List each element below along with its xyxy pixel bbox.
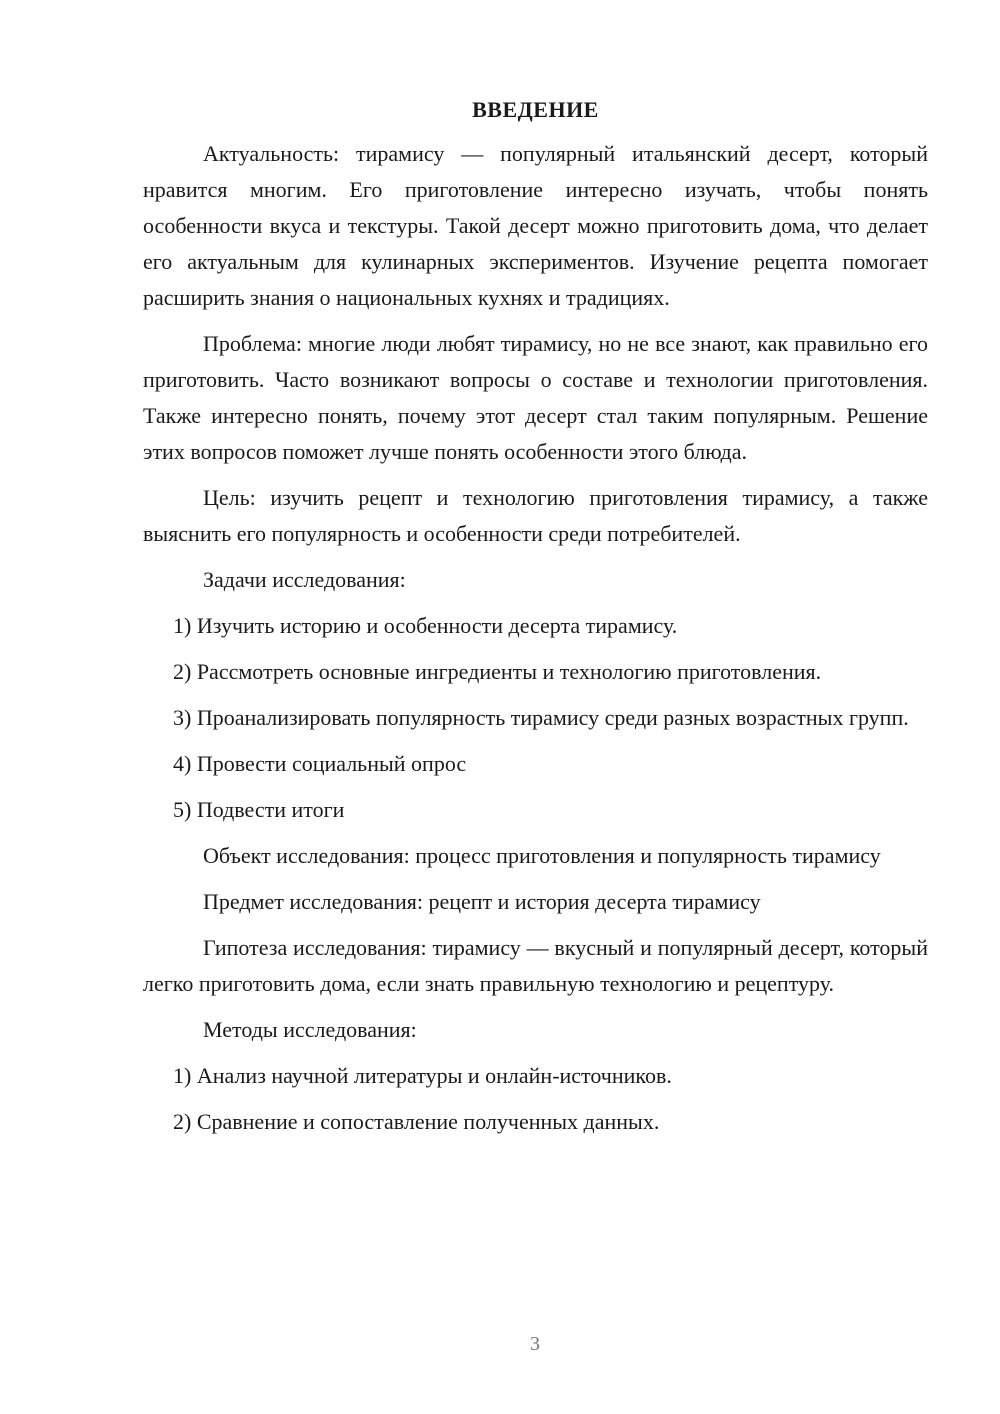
tasks-heading: Задачи исследования:	[203, 567, 406, 592]
task-item-2: 2) Рассмотреть основные ингредиенты и технологию приготовления.	[173, 659, 822, 684]
paragraph-problem: Проблема: многие люди любят тирамису, но не все знают, как правильно его приготовить. Часто возникают вопросы о составе и технологии приготовления. Также интересно понять, почему этот десерт стал таким популярным. Решение этих вопросов поможет лучше понять особенности этого блюда.	[143, 331, 928, 464]
page-title: ВВЕДЕНИЕ	[472, 97, 599, 122]
paragraph-subject: Предмет исследования: рецепт и история десерта тирамису	[203, 889, 761, 914]
method-item-1: 1) Анализ научной литературы и онлайн-источников.	[173, 1063, 672, 1088]
paragraph-relevance: Актуальность: тирамису — популярный итальянский десерт, который нравится многим. Его приготовление интересно изучать, чтобы понять особенности вкуса и текстуры. Такой десерт можно приготовить дома, что делает его актуальным для кулинарных экспериментов. Изучение рецепта помогает расширить знания о национальных кухнях и традициях.	[143, 141, 928, 310]
task-item-1: 1) Изучить историю и особенности десерта тирамису.	[173, 613, 678, 638]
paragraph-hypothesis: Гипотеза исследования: тирамису — вкусный и популярный десерт, который легко приготовить дома, если знать правильную технологию и рецептуру.	[143, 935, 928, 996]
page-number: 3	[530, 1333, 540, 1355]
task-item-5: 5) Подвести итоги	[173, 797, 345, 822]
paragraph-object: Объект исследования: процесс приготовления и популярность тирамису	[203, 843, 881, 868]
document-page	[143, 92, 928, 1150]
method-item-2: 2) Сравнение и сопоставление полученных данных.	[173, 1109, 660, 1134]
paragraph-goal: Цель: изучить рецепт и технологию приготовления тирамису, а также выяснить его популярность и особенности среди потребителей.	[143, 485, 928, 546]
task-item-3: 3) Проанализировать популярность тирамису среди разных возрастных групп.	[173, 705, 909, 730]
task-item-4: 4) Провести социальный опрос	[173, 751, 467, 776]
methods-heading: Методы исследования:	[203, 1017, 417, 1042]
